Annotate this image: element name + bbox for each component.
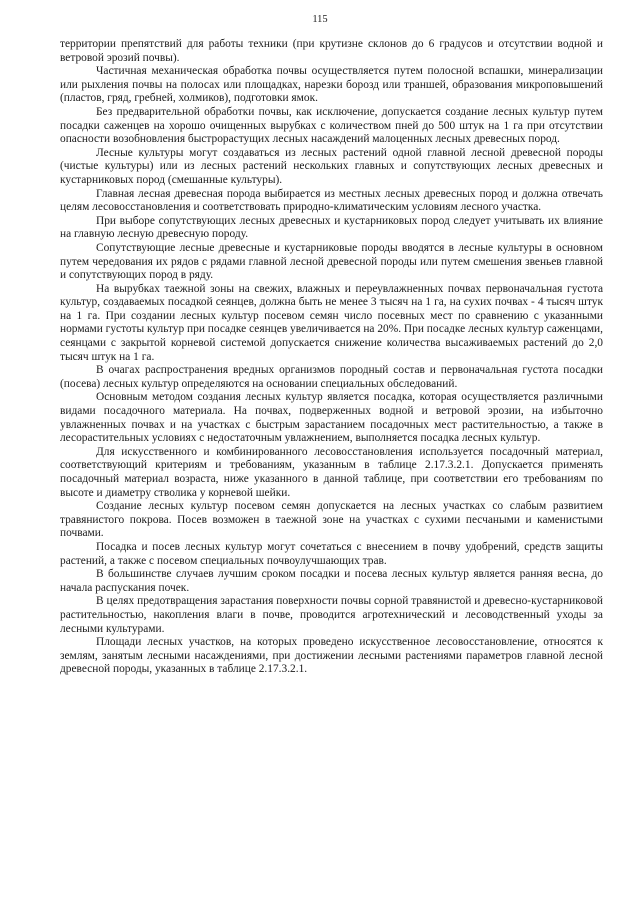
paragraph: В целях предотвращения зарастания поверхности почвы сорной травянистой и древесно-кустарниковой растительностью, накопления влаги в почве, проводится агротехнический и лесоводственный уходы за лесными культурами. bbox=[60, 595, 603, 635]
paragraph: При выборе сопутствующих лесных древесных и кустарниковых пород следует учитывать их влияние на главную лесную древесную породу. bbox=[60, 214, 603, 241]
paragraph: В большинстве случаев лучшим сроком посадки и посева лесных культур является ранняя весна, до начала распускания почек. bbox=[60, 568, 603, 594]
paragraph: На вырубках таежной зоны на свежих, влажных и переувлажненных почвах первоначальная густота культур, создаваемых посадкой сеянцев, должна быть не менее 3 тысяч на 1 га, на сухих почвах - 4 тысяч штук на 1 га. При создании лесных культур посевом семян число посевных мест по сравнению с указанными нормами густоты культур при посадке сеянцев увеличивается на 20%. При посадке лесных культур саженцами, сеянцами с закрытой корневой системой допускается снижение количества высаживаемых растений до 2,0 тысяч штук на 1 га. bbox=[60, 282, 603, 363]
paragraph: Для искусственного и комбинированного лесовосстановления используется посадочный материал, соответствующий критериям и требованиям, указанным в таблице 2.17.3.2.1. Допускается применять посадочный материал возраста, ниже указанного в данной таблице, при соответствии его требованиям по высоте и диаметру стволика у корневой шейки. bbox=[60, 445, 603, 499]
page-number: 115 bbox=[312, 14, 328, 25]
paragraph: Основным методом создания лесных культур является посадка, которая осуществляется различными видами посадочного материала. На почвах, подверженных водной и ветровой эрозии, на избыточно увлажненных почвах и на участках с быстрым зарастанием посадочных мест растительностью, а также в лесорастительных условиях с недостаточным увлажнением, выполняется посадка лесных культур. bbox=[60, 391, 603, 445]
paragraph: Без предварительной обработки почвы, как исключение, допускается создание лесных культур путем посадки саженцев на хорошо очищенных вырубках с количеством пней до 500 штук на 1 га при отсутствии опасности возобновления быстрорастущих лесных насаждений малоценных лесных древесных пород. bbox=[60, 105, 603, 146]
paragraph: Создание лесных культур посевом семян допускается на лесных участках со слабым развитием травянистого покрова. Посев возможен в таежной зоне на участках с сухими песчаными и каменистыми почвами. bbox=[60, 500, 603, 540]
paragraph: В очагах распространения вредных организмов породный состав и первоначальная густота посадки (посева) лесных культур определяются на основании специальных обследований. bbox=[60, 364, 603, 390]
paragraph: Сопутствующие лесные древесные и кустарниковые породы вводятся в лесные культуры в основном путем чередования их рядов с рядами главной лесной древесной породы или путем смешения звеньев главной и сопутствующих пород в ряду. bbox=[60, 241, 603, 282]
paragraph: Посадка и посев лесных культур могут сочетаться с внесением в почву удобрений, средств защиты растений, а также с посевом специальных почвоулучшающих трав. bbox=[60, 540, 603, 567]
paragraph: территории препятствий для работы техники (при крутизне склонов до 6 градусов и отсутствии водной и ветровой эрозий почвы). bbox=[60, 38, 603, 64]
paragraph: Частичная механическая обработка почвы осуществляется путем полосной вспашки, минерализации или рыхления почвы на полосах или площадках, нарезки борозд или траншей, образования микроповышений (пластов, гряд, гребней, холмиков), подготовки ямок. bbox=[60, 65, 603, 105]
document-body bbox=[60, 38, 603, 677]
paragraph: Лесные культуры могут создаваться из лесных растений одной главной лесной древесной породы (чистые культуры) или из лесных растений нескольких главных и сопутствующих лесных древесных и кустарниковых пород (смешанные культуры). bbox=[60, 146, 603, 186]
paragraph: Площади лесных участков, на которых проведено искусственное лесовосстановление, относятся к землям, занятым лесными насаждениями, при достижении лесными растениями параметров главной лесной древесной породы, указанных в таблице 2.17.3.2.1. bbox=[60, 636, 603, 676]
paragraph: Главная лесная древесная порода выбирается из местных лесных древесных пород и должна отвечать целям лесовосстановления и соответствовать природно-климатическим условиям лесного участка. bbox=[60, 187, 603, 214]
